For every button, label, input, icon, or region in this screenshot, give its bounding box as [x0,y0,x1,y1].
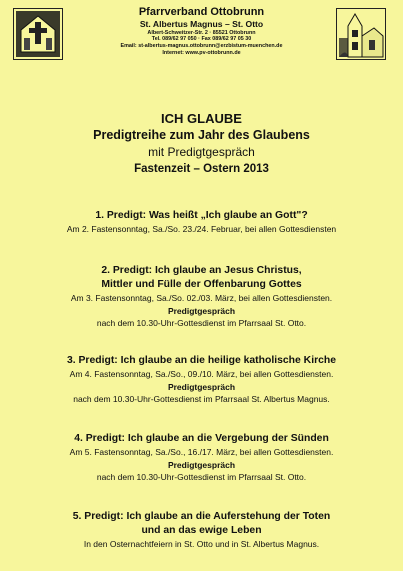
sermon-date-line: Am 5. Fastensonntag, Sa./So., 16./17. März, bei allen Gottesdiensten. [69,447,334,457]
discussion-location: nach dem 10.30-Uhr-Gottesdienst im Pfarrsaal St. Albertus Magnus. [73,394,330,404]
address-line: Albert-Schweitzer-Str. 2 · 85521 Ottobrunn [147,29,256,36]
discussion-location: nach dem 10.30-Uhr-Gottesdienst im Pfarrsaal St. Otto. [96,472,307,482]
parish-names: St. Albertus Magnus – St. Otto [139,19,264,29]
sermon-heading: 5. Predigt: Ich glaube an die Auferstehung der Toten [72,511,331,522]
sermon-5 [0,510,403,551]
phone-fax-line: Tel. 089/62 97 050 · Fax 089/62 97 05 30 [151,36,252,43]
page-title: ICH GLAUBE [161,111,242,126]
sermon-heading: 4. Predigt: Ich glaube an die Vergebung der Sünden [74,433,329,444]
sermon-heading-line2: und an das ewige Leben [141,525,262,536]
letterhead [70,7,333,58]
sermon-1 [0,209,403,236]
organization-name: Pfarrverband Ottobrunn [138,6,265,18]
sermon-heading: 2. Predigt: Ich glaube an Jesus Christus, [101,265,302,276]
discussion-location: nach dem 10.30-Uhr-Gottesdienst im Pfarrsaal St. Otto. [96,318,307,328]
sermon-heading: 1. Predigt: Was heißt „Ich glaube an Gott"? [95,210,308,221]
discussion-label: Predigtgespräch [167,459,236,470]
sermon-date-line: Am 3. Fastensonntag, Sa./So. 02./03. März, bei allen Gottesdiensten. [70,293,333,303]
subtitle-extra: mit Predigtgespräch [148,145,255,159]
internet-line: Internet: www.pv-ottobrunn.de [162,49,241,56]
church-tower-drawing-icon [336,8,386,60]
period-line: Fastenzeit – Ostern 2013 [134,163,269,175]
sermon-date-line: In den Osternachtfeiern in St. Otto und in St. Albertus Magnus. [83,539,320,549]
sermon-heading-line2: Mittler und Fülle der Offenbarung Gottes [101,279,302,290]
discussion-label: Predigtgespräch [167,305,236,316]
church-drawing-icon [13,8,63,60]
sermon-4 [0,432,403,484]
sermon-heading: 3. Predigt: Ich glaube an die heilige katholische Kirche [66,355,337,366]
sermon-date-line: Am 2. Fastensonntag, Sa./So. 23./24. Februar, bei allen Gottesdiensten [66,224,337,234]
sermon-3 [0,354,403,406]
page-subtitle: Predigtreihe zum Jahr des Glaubens [93,128,310,142]
sermon-date-line: Am 4. Fastensonntag, Sa./So., 09./10. März, bei allen Gottesdiensten. [69,369,334,379]
discussion-label: Predigtgespräch [167,381,236,392]
email-line: Email: st-albertus-magnus.ottobrunn@erzbistum-muenchen.de [120,43,283,50]
title-block [0,110,403,178]
sermon-2 [0,264,403,330]
